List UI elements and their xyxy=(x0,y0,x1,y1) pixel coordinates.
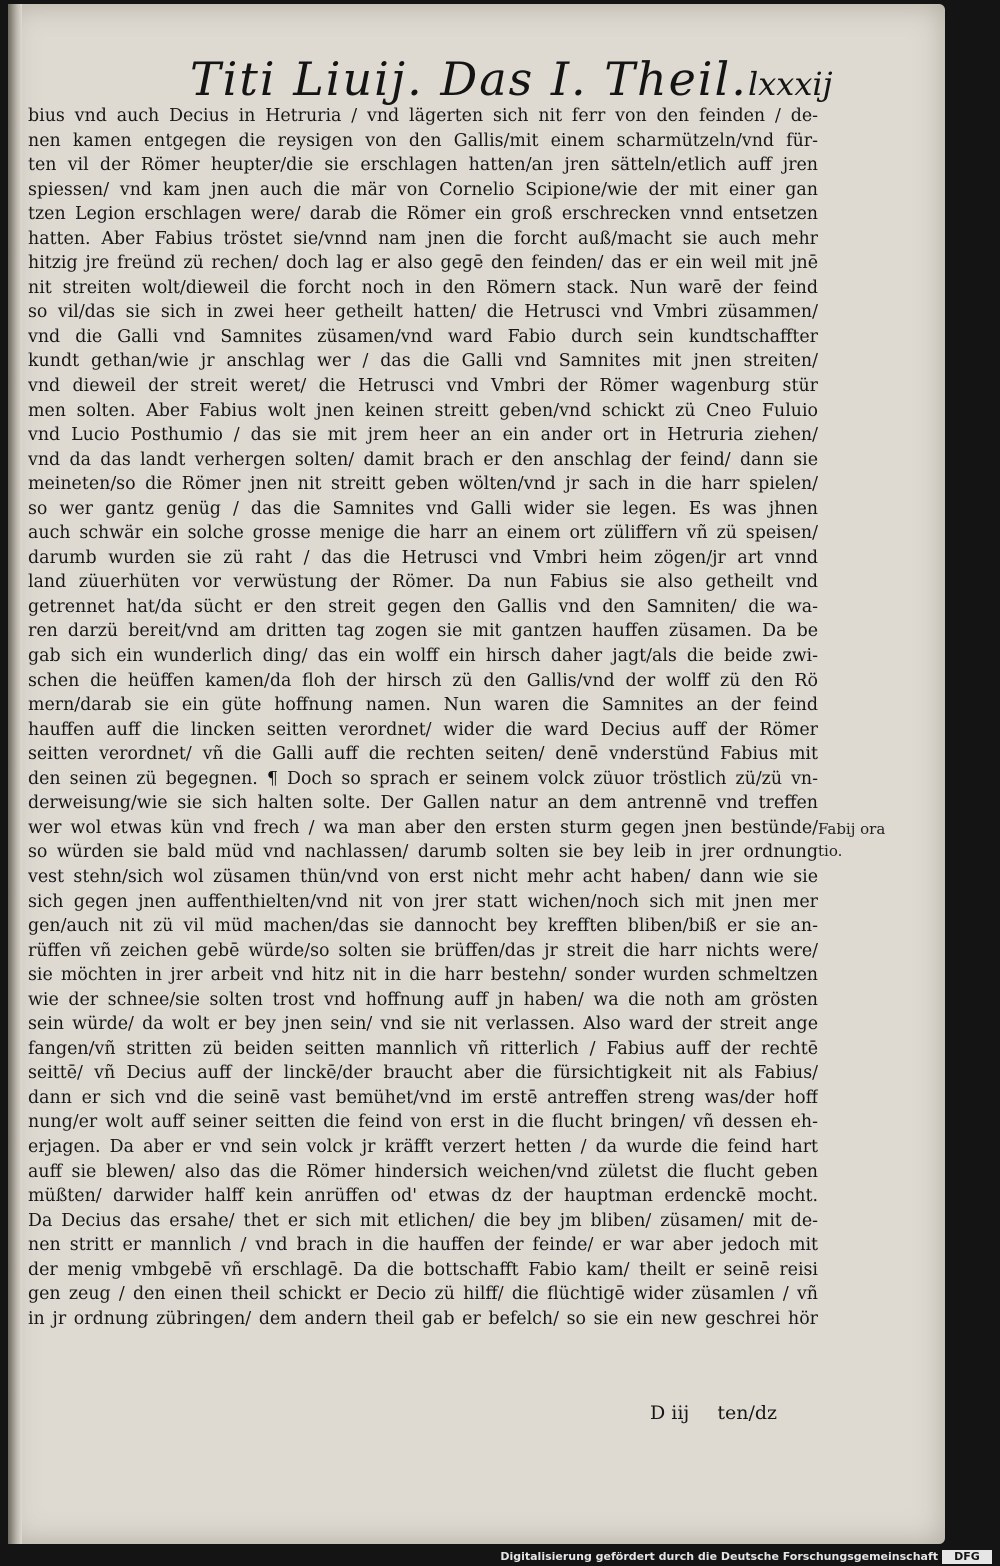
text-line: land züuerhüten vor verwüstung der Römer. Da nun Fabius sie also getheilt vnd xyxy=(28,572,818,593)
text-line: kundt gethan/wie jr anschlag wer / das die Galli vnd Samnites mit jnen streiten/ xyxy=(28,351,818,372)
text-line: sein würde/ da wolt er bey jnen sein/ vnd sie nit verlassen. Also ward der streit ange xyxy=(28,1014,818,1035)
folio-number: lxxxij xyxy=(748,65,833,103)
text-line: vest stehn/sich wol züsamen thün/vnd von erst nicht mehr acht haben/ dann wie sie xyxy=(28,866,818,887)
text-line: derweisung/wie sie sich halten solte. Der Gallen natur an dem antrennē vnd treffen xyxy=(28,793,818,814)
marginal-note xyxy=(818,818,898,862)
text-line: müßten/ darwider halff kein anrüffen od' etwas dz der hauptman erdenckē mocht. xyxy=(28,1186,818,1207)
text-line: rüffen vñ zeichen gebē würde/so solten sie brüffen/das jr streit die harr nichts were/ xyxy=(28,940,818,961)
dfg-logo: DFG xyxy=(942,1550,992,1564)
text-line: hatten. Aber Fabius tröstet sie/vnnd nam jnen die forcht auß/macht sie auch mehr xyxy=(28,228,818,249)
text-line: nung/er wolt auff seiner seitten die feind von erst in die flucht bringen/ vñ dessen eh- xyxy=(28,1112,818,1133)
text-line: schen die heüffen kamen/da floh der hirsch zü den Gallis/vnd der wolff zü den Rö xyxy=(28,670,818,691)
funding-credit: Digitalisierung gefördert durch die Deutsche Forschungsgemeinschaft xyxy=(500,1550,938,1563)
catchword-line xyxy=(650,1398,820,1428)
text-line: in jr ordnung zübringen/ dem andern theil gab er befelch/ so sie ein new geschrei hör xyxy=(28,1308,818,1329)
marginal-note-line: tio. xyxy=(818,842,843,860)
text-line: bius vnd auch Decius in Hetruria / vnd lägerten sich nit ferr von den feinden / de- xyxy=(28,106,818,126)
text-line: Da Decius das ersahe/ thet er sich mit etlichen/ die bey jm bliben/ züsamen/ mit de- xyxy=(28,1210,818,1231)
text-line: nen stritt er mannlich / vnd brach in die hauffen der feinde/ er war aber jedoch mit xyxy=(28,1235,818,1256)
text-line: gab sich ein wunderlich ding/ das ein wolff ein hirsch daher jagt/als die beide zwi- xyxy=(28,646,818,667)
text-line: darumb wurden sie zü raht / das die Hetrusci vnd Vmbri heim zögen/jr art vnnd xyxy=(28,547,818,568)
text-line: so wer gantz genüg / das die Samnites vnd Galli wider sie legen. Es was jhnen xyxy=(28,498,818,519)
text-line: der menig vmbgebē vñ erschlagē. Da die bottschafft Fabio kam/ theilt er seinē reisi xyxy=(28,1259,818,1280)
text-line: vnd da das landt verhergen solten/ damit brach er den anschlag der feind/ dann sie xyxy=(28,449,818,470)
text-line: so vil/das sie sich in zwei heer getheilt hatten/ die Hetrusci vnd Vmbri züsammen/ xyxy=(28,302,818,323)
text-line: auff sie blewen/ also das die Römer hindersich weichen/vnd zületst die flucht geben xyxy=(28,1161,818,1182)
text-line: vnd Lucio Posthumio / das sie mit jrem heer an ein ander ort in Hetruria ziehen/ xyxy=(28,425,818,446)
text-line: gen zeug / den einen theil schickt er Decio zü hilff/ die flüchtigē wider züsamlen / vñ xyxy=(28,1284,818,1305)
text-line: vnd dieweil der streit weret/ die Hetrusci vnd Vmbri der Römer wagenburg stür xyxy=(28,376,818,397)
text-line: nit streiten wolt/dieweil die forcht noch in den Römern stack. Nun warē der feind xyxy=(28,277,818,298)
signature-mark: D iij xyxy=(650,1402,690,1424)
text-line: vnd die Galli vnd Samnites züsamen/vnd ward Fabio durch sein kundtschaffter xyxy=(28,326,818,347)
text-line: mern/darab sie ein güte hoffnung namen. Nun waren die Samnites an der feind xyxy=(28,695,818,716)
text-line: hauffen auff die lincken seitten verordnet/ wider die ward Decius auff der Römer xyxy=(28,719,818,740)
text-line: auch schwär ein solche grosse menige die harr an einem ort züliffern vñ zü speisen/ xyxy=(28,523,818,544)
catchword: ten/dz xyxy=(717,1402,778,1424)
footer-bar xyxy=(0,1548,1000,1566)
text-line: sie möchten in jrer arbeit vnd hitz nit in die harr bestehn/ sonder wurden schmeltzen xyxy=(28,965,818,986)
text-line: dann er sich vnd die seinē vast bemühet/vnd im erstē antreffen streng was/der hoff xyxy=(28,1087,818,1108)
text-line: erjagen. Da aber er vnd sein volck jr kräfft verzert hetten / da wurde die feind hart xyxy=(28,1136,818,1157)
text-line: den seinen zü begegnen. ¶ Doch so sprach er seinem volck züuor tröstlich zü/zü vn- xyxy=(28,768,818,789)
text-line: ten vil der Römer heupter/die sie erschlagen hatten/an jren sätteln/etlich auff jren xyxy=(28,155,818,176)
text-line: men solten. Aber Fabius wolt jnen keinen streitt geben/vnd schickt zü Cneo Fuluio xyxy=(28,400,818,421)
text-line: meineten/so die Römer jnen nit streitt geben wölten/vnd jr sach in die harr spielen/ xyxy=(28,474,818,495)
text-line: fangen/vñ stritten zü beiden seitten mannlich vñ ritterlich / Fabius auff der rechtē xyxy=(28,1038,818,1059)
running-head: Titi Liuij. Das I. Theil. xyxy=(190,52,748,106)
body-text xyxy=(28,104,818,1331)
text-line: nen kamen entgegen die reysigen von den Gallis/mit einem scharmützeln/vnd für- xyxy=(28,130,818,151)
page-gutter-shadow xyxy=(8,4,22,1544)
text-line: wie der schnee/sie solten trost vnd hoffnung auff jn haben/ wa die noth am grösten xyxy=(28,989,818,1010)
text-line: ren darzü bereit/vnd am dritten tag zogen sie mit gantzen hauffen züsamen. Da be xyxy=(28,621,818,642)
text-line: sich gegen jnen auffenthielten/vnd nit von jrer statt wichen/noch sich mit jnen mer xyxy=(28,891,818,912)
text-line: so würden sie bald müd vnd nachlassen/ darumb solten sie bey leib in jrer ordnung xyxy=(28,842,818,863)
text-line: wer wol etwas kün vnd frech / wa man aber den ersten sturm gegen jnen bestünde/ xyxy=(28,817,818,838)
text-line: tzen Legion erschlagen were/ darab die Römer ein groß erschrecken vnnd entsetzen xyxy=(28,204,818,225)
text-line: getrennet hat/da sücht er den streit gegen den Gallis vnd den Samniten/ die wa- xyxy=(28,596,818,617)
text-line: seitten verordnet/ vñ die Galli auff die rechten seiten/ denē vnderstünd Fabius mit xyxy=(28,744,818,765)
text-line: hitzig jre freünd zü rechen/ doch lag er also gegē den feinden/ das er ein weil mit jnē xyxy=(28,253,818,274)
text-line: gen/auch nit zü vil müd machen/das sie dannocht bey krefften bliben/biß er sie an- xyxy=(28,916,818,937)
marginal-note-line: Fabij ora xyxy=(818,820,886,838)
text-line: spiessen/ vnd kam jnen auch die mär von Cornelio Scipione/wie der mit einer gan xyxy=(28,179,818,200)
text-line: seittē/ vñ Decius auff der linckē/der braucht aber die fürsichtigkeit nit als Fabius/ xyxy=(28,1063,818,1084)
